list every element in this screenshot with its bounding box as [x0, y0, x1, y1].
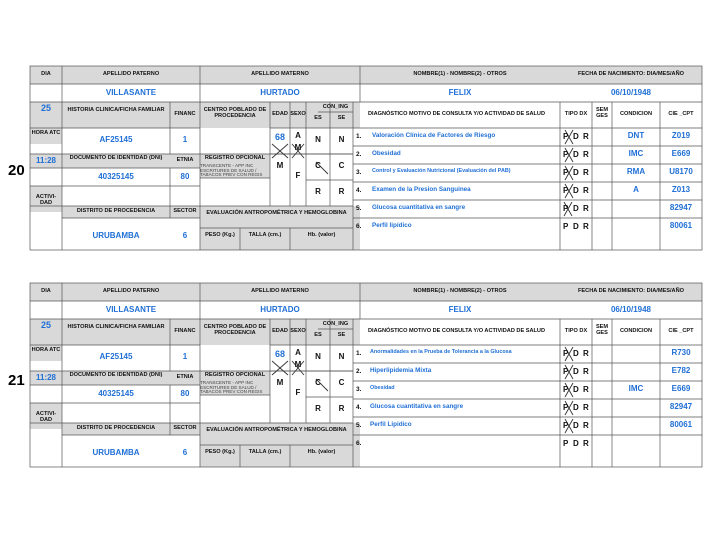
diagnosis-num: 1.: [356, 350, 362, 357]
header-con-ing: CON_ING: [322, 104, 349, 110]
tipo-dx-r: R: [583, 204, 589, 213]
header-fecha-nac: FECHA DE NACIMIENTO: DIA/MES/AÑO: [578, 71, 684, 77]
sexo-f-value: F: [295, 171, 301, 180]
tipo-dx-r: R: [583, 168, 589, 177]
header-historia: HISTORIA CLINICA/FICHA FAMILIAR: [67, 107, 165, 113]
diagnosis-cie: E669: [671, 149, 691, 158]
header-historia: HISTORIA CLINICA/FICHA FAMILIAR: [67, 324, 165, 330]
diagnosis-text: Obesidad: [370, 385, 395, 391]
etnia-value: 80: [180, 389, 190, 398]
diagnosis-text: Examen de la Presion Sanguinea: [372, 186, 471, 193]
diagnosis-num: 2.: [356, 151, 362, 158]
header-apellido-paterno: APELLIDO PATERNO: [102, 288, 160, 294]
tipo-dx-p: P: [563, 439, 569, 448]
tipo-dx-r: R: [583, 186, 589, 195]
tipo-dx-d: D: [573, 204, 579, 213]
tipo-dx-r: R: [583, 132, 589, 141]
diagnosis-cie: Z013: [671, 185, 691, 194]
header-es: ES: [314, 332, 322, 338]
tipo-dx-p: P: [563, 204, 569, 213]
header-documento: DOCUMENTO DE IDENTIDAD (DNI): [69, 372, 163, 378]
tipo-dx-r: R: [583, 439, 589, 448]
tipo-dx-p: P: [563, 222, 569, 231]
tipo-dx-p: P: [563, 150, 569, 159]
tipo-dx-p: P: [563, 168, 569, 177]
tipo-dx-r: R: [583, 385, 589, 394]
header-sector: SECTOR: [173, 425, 197, 431]
tipo-dx-d: D: [573, 403, 579, 412]
sector-value: 6: [182, 448, 188, 457]
header-evaluacion: EVALUACIÓN ANTROPOMÉTRICA Y HEMOGLOBINA: [206, 427, 347, 433]
dni-value: 40325145: [98, 172, 134, 181]
registro-note: TRANSCENTE - APP INC ESCRITURES DE SALUD / TABACOS PREV CON REGIS: [200, 380, 263, 395]
header-distrito: DISTRITO DE PROCEDENCIA: [76, 425, 156, 431]
diagnosis-cie: 82947: [669, 402, 693, 411]
se-mark-n: N: [338, 135, 345, 144]
header-tipo-dx: TIPO DX: [564, 111, 588, 117]
header-con-ing: CON_ING: [322, 321, 349, 327]
header-nombres: NOMBRE(1) - NOMBRE(2) - OTROS: [413, 288, 507, 294]
header-es: ES: [314, 115, 322, 121]
header-centro: CENTRO POBLADO DE PROCEDENCIA: [203, 324, 267, 336]
header-actividad: ACTIVI-DAD: [35, 411, 57, 423]
header-hb: Hb. (valor): [307, 232, 336, 238]
header-talla: TALLA (cm.): [248, 232, 282, 238]
tipo-dx-r: R: [583, 349, 589, 358]
tipo-dx-r: R: [583, 367, 589, 376]
hora-value: 11:28: [35, 156, 57, 165]
header-apellido-materno: APELLIDO MATERNO: [251, 71, 309, 77]
es-mark-n: N: [315, 135, 321, 144]
sexo-f-value: F: [295, 388, 301, 397]
header-sem-ges: SEM GES: [595, 324, 609, 336]
dni-value: 40325145: [98, 389, 134, 398]
tipo-dx-d: D: [573, 349, 579, 358]
distrito-value: URUBAMBA: [92, 231, 140, 240]
diagnosis-num: 3.: [356, 169, 362, 176]
diagnosis-condicion: IMC: [628, 384, 644, 393]
diagnosis-num: 5.: [356, 205, 362, 212]
diagnosis-num: 6.: [356, 440, 362, 447]
his-record-20: [0, 66, 720, 250]
tipo-dx-r: R: [583, 150, 589, 159]
tipo-dx-d: D: [573, 186, 579, 195]
diagnosis-cie: E669: [671, 384, 691, 393]
se-mark-c: C: [338, 378, 345, 387]
hora-value: 11:28: [35, 373, 57, 382]
se-mark-n: N: [338, 352, 345, 361]
diagnosis-cie: Z019: [671, 131, 691, 140]
tipo-dx-p: P: [563, 349, 569, 358]
diagnosis-num: 4.: [356, 404, 362, 411]
header-documento: DOCUMENTO DE IDENTIDAD (DNI): [69, 155, 163, 161]
diagnosis-text: Anormalidades en la Prueba de Tolerancia a la Glucosa: [370, 349, 512, 355]
diagnosis-num: 3.: [356, 386, 362, 393]
fecha-nac-value: 06/10/1948: [610, 88, 652, 97]
es-mark-n: N: [315, 352, 321, 361]
header-etnia: ETNIA: [176, 374, 194, 380]
header-registro: REGISTRO OPCIONAL: [204, 155, 266, 161]
diagnosis-cie: 82947: [669, 203, 693, 212]
tipo-dx-d: D: [573, 168, 579, 177]
header-cie: CIE _CPT: [668, 111, 694, 117]
tipo-dx-d: D: [573, 150, 579, 159]
tipo-dx-p: P: [563, 385, 569, 394]
nombres-value: FELIX: [448, 305, 472, 314]
se-mark-r: R: [338, 187, 345, 196]
sexo-m-box: M: [276, 378, 284, 387]
header-condicion: CONDICION: [619, 111, 652, 117]
header-apellido-materno: APELLIDO MATERNO: [251, 288, 309, 294]
tipo-dx-d: D: [573, 421, 579, 430]
header-peso: PESO (Kg.): [205, 449, 235, 455]
historia-value: AF25145: [99, 352, 133, 361]
diagnosis-cie: E782: [671, 366, 691, 375]
diagnosis-condicion: A: [633, 185, 639, 194]
apellido-paterno-value: VILLASANTE: [105, 305, 157, 314]
his-record-21: [0, 283, 720, 467]
se-mark-c: C: [338, 161, 345, 170]
diagnosis-condicion: DNT: [627, 131, 645, 140]
registro-note: TRANSCENTE - APP INC ESCRITURES DE SALUD / TABACOS PREV CON REGIS: [200, 163, 263, 178]
header-se: SE: [337, 332, 346, 338]
header-diagnostico: DIAGNÓSTICO MOTIVO DE CONSULTA Y/O ACTIVIDAD DE SALUD: [367, 328, 546, 334]
header-actividad: ACTIVI-DAD: [35, 194, 57, 206]
tipo-dx-p: P: [563, 403, 569, 412]
diagnosis-text: Valoración Clínica de Factores de Riesgo: [372, 132, 496, 139]
tipo-dx-d: D: [573, 385, 579, 394]
tipo-dx-p: P: [563, 186, 569, 195]
sector-value: 6: [182, 231, 188, 240]
header-fecha-nac: FECHA DE NACIMIENTO: DIA/MES/AÑO: [578, 288, 684, 294]
diagnosis-text: Glucosa cuantitativa en sangre: [372, 204, 466, 211]
historia-value: AF25145: [99, 135, 133, 144]
diagnosis-num: 6.: [356, 223, 362, 230]
se-mark-r: R: [338, 404, 345, 413]
tipo-dx-d: D: [573, 439, 579, 448]
dia-value: 25: [40, 103, 51, 113]
header-hora-atc: HORA ATC: [31, 347, 61, 353]
diagnosis-cie: R730: [671, 348, 691, 357]
apellido-materno-value: HURTADO: [260, 88, 300, 97]
diagnosis-num: 1.: [356, 133, 362, 140]
tipo-dx-p: P: [563, 367, 569, 376]
header-sexo: SEXO: [290, 111, 306, 117]
header-hora-atc: HORA ATC: [31, 130, 61, 136]
header-diagnostico: DIAGNÓSTICO MOTIVO DE CONSULTA Y/O ACTIVIDAD DE SALUD: [367, 111, 546, 117]
header-etnia: ETNIA: [176, 157, 194, 163]
header-se: SE: [337, 115, 346, 121]
financ-value: 1: [182, 135, 188, 144]
diagnosis-num: 4.: [356, 187, 362, 194]
diagnosis-text: Hiperlipidemia Mixta: [370, 367, 432, 374]
diagnosis-condicion: RMA: [626, 167, 646, 176]
edad-value: 68: [274, 349, 285, 359]
es-mark-r: R: [315, 187, 321, 196]
diagnosis-cie: 80061: [669, 221, 693, 230]
header-peso: PESO (Kg.): [205, 232, 235, 238]
header-tipo-dx: TIPO DX: [564, 328, 588, 334]
etnia-value: 80: [180, 172, 190, 181]
header-sem-ges: SEM GES: [595, 107, 609, 119]
header-dia: DIA: [41, 288, 51, 294]
header-apellido-paterno: APELLIDO PATERNO: [102, 71, 160, 77]
diagnosis-text: Perfil lipídico: [372, 222, 412, 229]
header-edad: EDAD: [272, 328, 288, 334]
diagnosis-text: Control y Evaluación Nutricional (Evaluación del PAB): [372, 168, 511, 174]
header-registro: REGISTRO OPCIONAL: [204, 372, 266, 378]
edad-unit: A: [295, 348, 301, 357]
apellido-materno-value: HURTADO: [260, 305, 300, 314]
header-distrito: DISTRITO DE PROCEDENCIA: [76, 208, 156, 214]
header-nombres: NOMBRE(1) - NOMBRE(2) - OTROS: [413, 71, 507, 77]
edad-value: 68: [274, 132, 285, 142]
es-mark-c: C: [315, 378, 321, 387]
tipo-dx-p: P: [563, 132, 569, 141]
header-centro: CENTRO POBLADO DE PROCEDENCIA: [203, 107, 267, 119]
tipo-dx-r: R: [583, 421, 589, 430]
sexo-m-value: M: [294, 360, 302, 369]
diagnosis-num: 5.: [356, 422, 362, 429]
tipo-dx-r: R: [583, 403, 589, 412]
nombres-value: FELIX: [448, 88, 472, 97]
header-financ: FINANC: [174, 111, 196, 117]
tipo-dx-d: D: [573, 367, 579, 376]
header-cie: CIE _CPT: [668, 328, 694, 334]
header-talla: TALLA (cm.): [248, 449, 282, 455]
financ-value: 1: [182, 352, 188, 361]
diagnosis-text: Perfil Lipidico: [370, 421, 412, 428]
header-evaluacion: EVALUACIÓN ANTROPOMÉTRICA Y HEMOGLOBINA: [206, 210, 347, 216]
edad-unit: A: [295, 131, 301, 140]
dia-value: 25: [40, 320, 51, 330]
header-hb: Hb. (valor): [307, 449, 336, 455]
diagnosis-text: Obesidad: [372, 150, 401, 157]
diagnosis-cie: U8170: [669, 167, 693, 176]
header-dia: DIA: [41, 71, 51, 77]
diagnosis-cie: 80061: [669, 420, 693, 429]
tipo-dx-d: D: [573, 222, 579, 231]
header-condicion: CONDICION: [619, 328, 652, 334]
diagnosis-num: 2.: [356, 368, 362, 375]
tipo-dx-r: R: [583, 222, 589, 231]
es-mark-r: R: [315, 404, 321, 413]
distrito-value: URUBAMBA: [92, 448, 140, 457]
sexo-m-value: M: [294, 143, 302, 152]
diagnosis-condicion: IMC: [628, 149, 644, 158]
record-row-number: 21: [8, 372, 25, 389]
header-financ: FINANC: [174, 328, 196, 334]
header-sector: SECTOR: [173, 208, 197, 214]
sexo-m-box: M: [276, 161, 284, 170]
tipo-dx-p: P: [563, 421, 569, 430]
tipo-dx-d: D: [573, 132, 579, 141]
diagnosis-text: Glucosa cuantitativa en sangre: [370, 403, 464, 410]
apellido-paterno-value: VILLASANTE: [105, 88, 157, 97]
fecha-nac-value: 06/10/1948: [610, 305, 652, 314]
record-row-number: 20: [8, 162, 25, 179]
es-mark-c: C: [315, 161, 321, 170]
header-edad: EDAD: [272, 111, 288, 117]
header-sexo: SEXO: [290, 328, 306, 334]
